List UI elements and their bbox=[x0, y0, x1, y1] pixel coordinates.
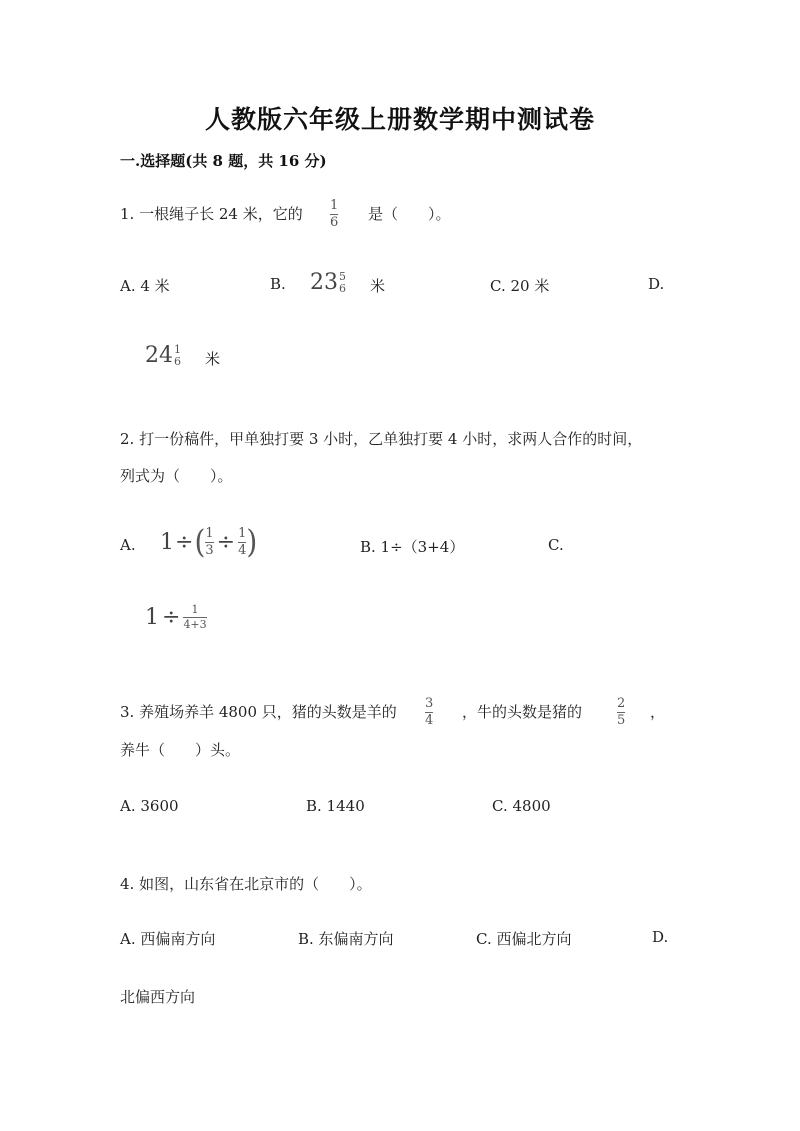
q1-fraction bbox=[330, 199, 338, 229]
q4-option-a[interactable]: A. 西偏南方向 bbox=[120, 930, 216, 948]
q1-b-whole: 23 bbox=[310, 270, 338, 295]
divide-symbol-2: ÷ bbox=[216, 529, 236, 555]
q2-option-a-expression bbox=[160, 522, 258, 561]
q2-c-den: 4+3 bbox=[183, 617, 207, 631]
q3-f2-num: 2 bbox=[617, 696, 626, 711]
q2-a-fraction-1 bbox=[205, 527, 213, 557]
q4-option-c[interactable]: C. 西偏北方向 bbox=[476, 930, 572, 948]
q2-c-one: 1 bbox=[145, 604, 159, 630]
q3-fraction-1 bbox=[425, 697, 433, 727]
q3-f2-den: 5 bbox=[617, 712, 626, 728]
q3-stem-line2: 养牛（ ）头。 bbox=[120, 741, 241, 759]
q1-d-fraction bbox=[174, 344, 181, 367]
q4-option-b[interactable]: B. 东偏南方向 bbox=[298, 930, 394, 948]
q3-stem-start: 3. 养殖场养羊 4800 只，猪的头数是羊的 bbox=[120, 703, 397, 721]
q3-f1-num: 3 bbox=[425, 696, 434, 711]
q1-fraction-denominator: 6 bbox=[330, 214, 339, 230]
q2-a-fraction-2 bbox=[238, 527, 246, 557]
q1-option-c[interactable]: C. 20 米 bbox=[490, 277, 550, 295]
q2-c-fraction bbox=[183, 604, 206, 630]
q2-c-num: 1 bbox=[191, 603, 199, 616]
q2-a-den1: 3 bbox=[205, 542, 214, 558]
q2-a-den2: 4 bbox=[238, 542, 247, 558]
q2-stem-line1: 2. 打一份稿件，甲单独打要 3 小时，乙单独打要 4 小时，求两人合作的时间， bbox=[120, 430, 643, 448]
q1-option-a[interactable]: A. 4 米 bbox=[120, 277, 170, 295]
q3-stem-middle: ，牛的头数是猪的 bbox=[462, 703, 583, 721]
q2-option-b[interactable]: B. 1÷（3+4） bbox=[360, 538, 465, 556]
q1-b-fraction bbox=[339, 271, 346, 294]
q2-option-c-expression bbox=[145, 604, 207, 630]
q1-d-denominator: 6 bbox=[174, 354, 181, 368]
divide-symbol-c: ÷ bbox=[162, 604, 181, 630]
q3-option-a[interactable]: A. 3600 bbox=[120, 797, 179, 815]
q4-stem: 4. 如图，山东省在北京市的（ ）。 bbox=[120, 875, 372, 893]
q2-option-a-label[interactable]: A. bbox=[120, 536, 136, 554]
q2-a-num2: 1 bbox=[238, 526, 247, 541]
q4-option-d-label[interactable]: D. bbox=[652, 928, 669, 946]
q2-stem-line2: 列式为（ ）。 bbox=[120, 467, 233, 485]
q3-option-b[interactable]: B. 1440 bbox=[306, 797, 365, 815]
q2-option-c-label[interactable]: C. bbox=[548, 536, 564, 554]
q3-stem-end: ， bbox=[650, 703, 666, 721]
q2-a-num1: 1 bbox=[205, 526, 214, 541]
q1-b-numerator: 5 bbox=[339, 269, 346, 283]
left-paren: ( bbox=[194, 522, 206, 561]
q2-a-one: 1 bbox=[160, 529, 174, 555]
q1-fraction-numerator: 1 bbox=[330, 198, 339, 213]
q1-option-b-unit: 米 bbox=[370, 277, 386, 295]
q1-d-whole: 24 bbox=[145, 343, 173, 368]
page-title: 人教版六年级上册数学期中测试卷 bbox=[204, 105, 595, 134]
q3-option-c[interactable]: C. 4800 bbox=[492, 797, 551, 815]
q1-d-numerator: 1 bbox=[174, 342, 181, 356]
q1-stem-start: 1. 一根绳子长 24 米，它的 bbox=[120, 205, 303, 223]
q1-option-b-mixed-number bbox=[310, 270, 346, 295]
q1-option-b-label[interactable]: B. bbox=[270, 275, 286, 293]
q1-option-d-mixed-number bbox=[145, 343, 181, 368]
q3-f1-den: 4 bbox=[425, 712, 434, 728]
q1-option-d-unit: 米 bbox=[205, 350, 221, 368]
section-header: 一.选择题(共 8 题，共 16 分) bbox=[120, 152, 327, 170]
q4-option-d-text: 北偏西方向 bbox=[120, 988, 196, 1006]
q1-option-d-label[interactable]: D. bbox=[648, 275, 665, 293]
q1-b-denominator: 6 bbox=[339, 281, 346, 295]
q1-stem-end: 是（ ）。 bbox=[368, 205, 451, 223]
q3-fraction-2 bbox=[617, 697, 625, 727]
right-paren: ) bbox=[246, 522, 258, 561]
divide-symbol: ÷ bbox=[175, 529, 194, 555]
